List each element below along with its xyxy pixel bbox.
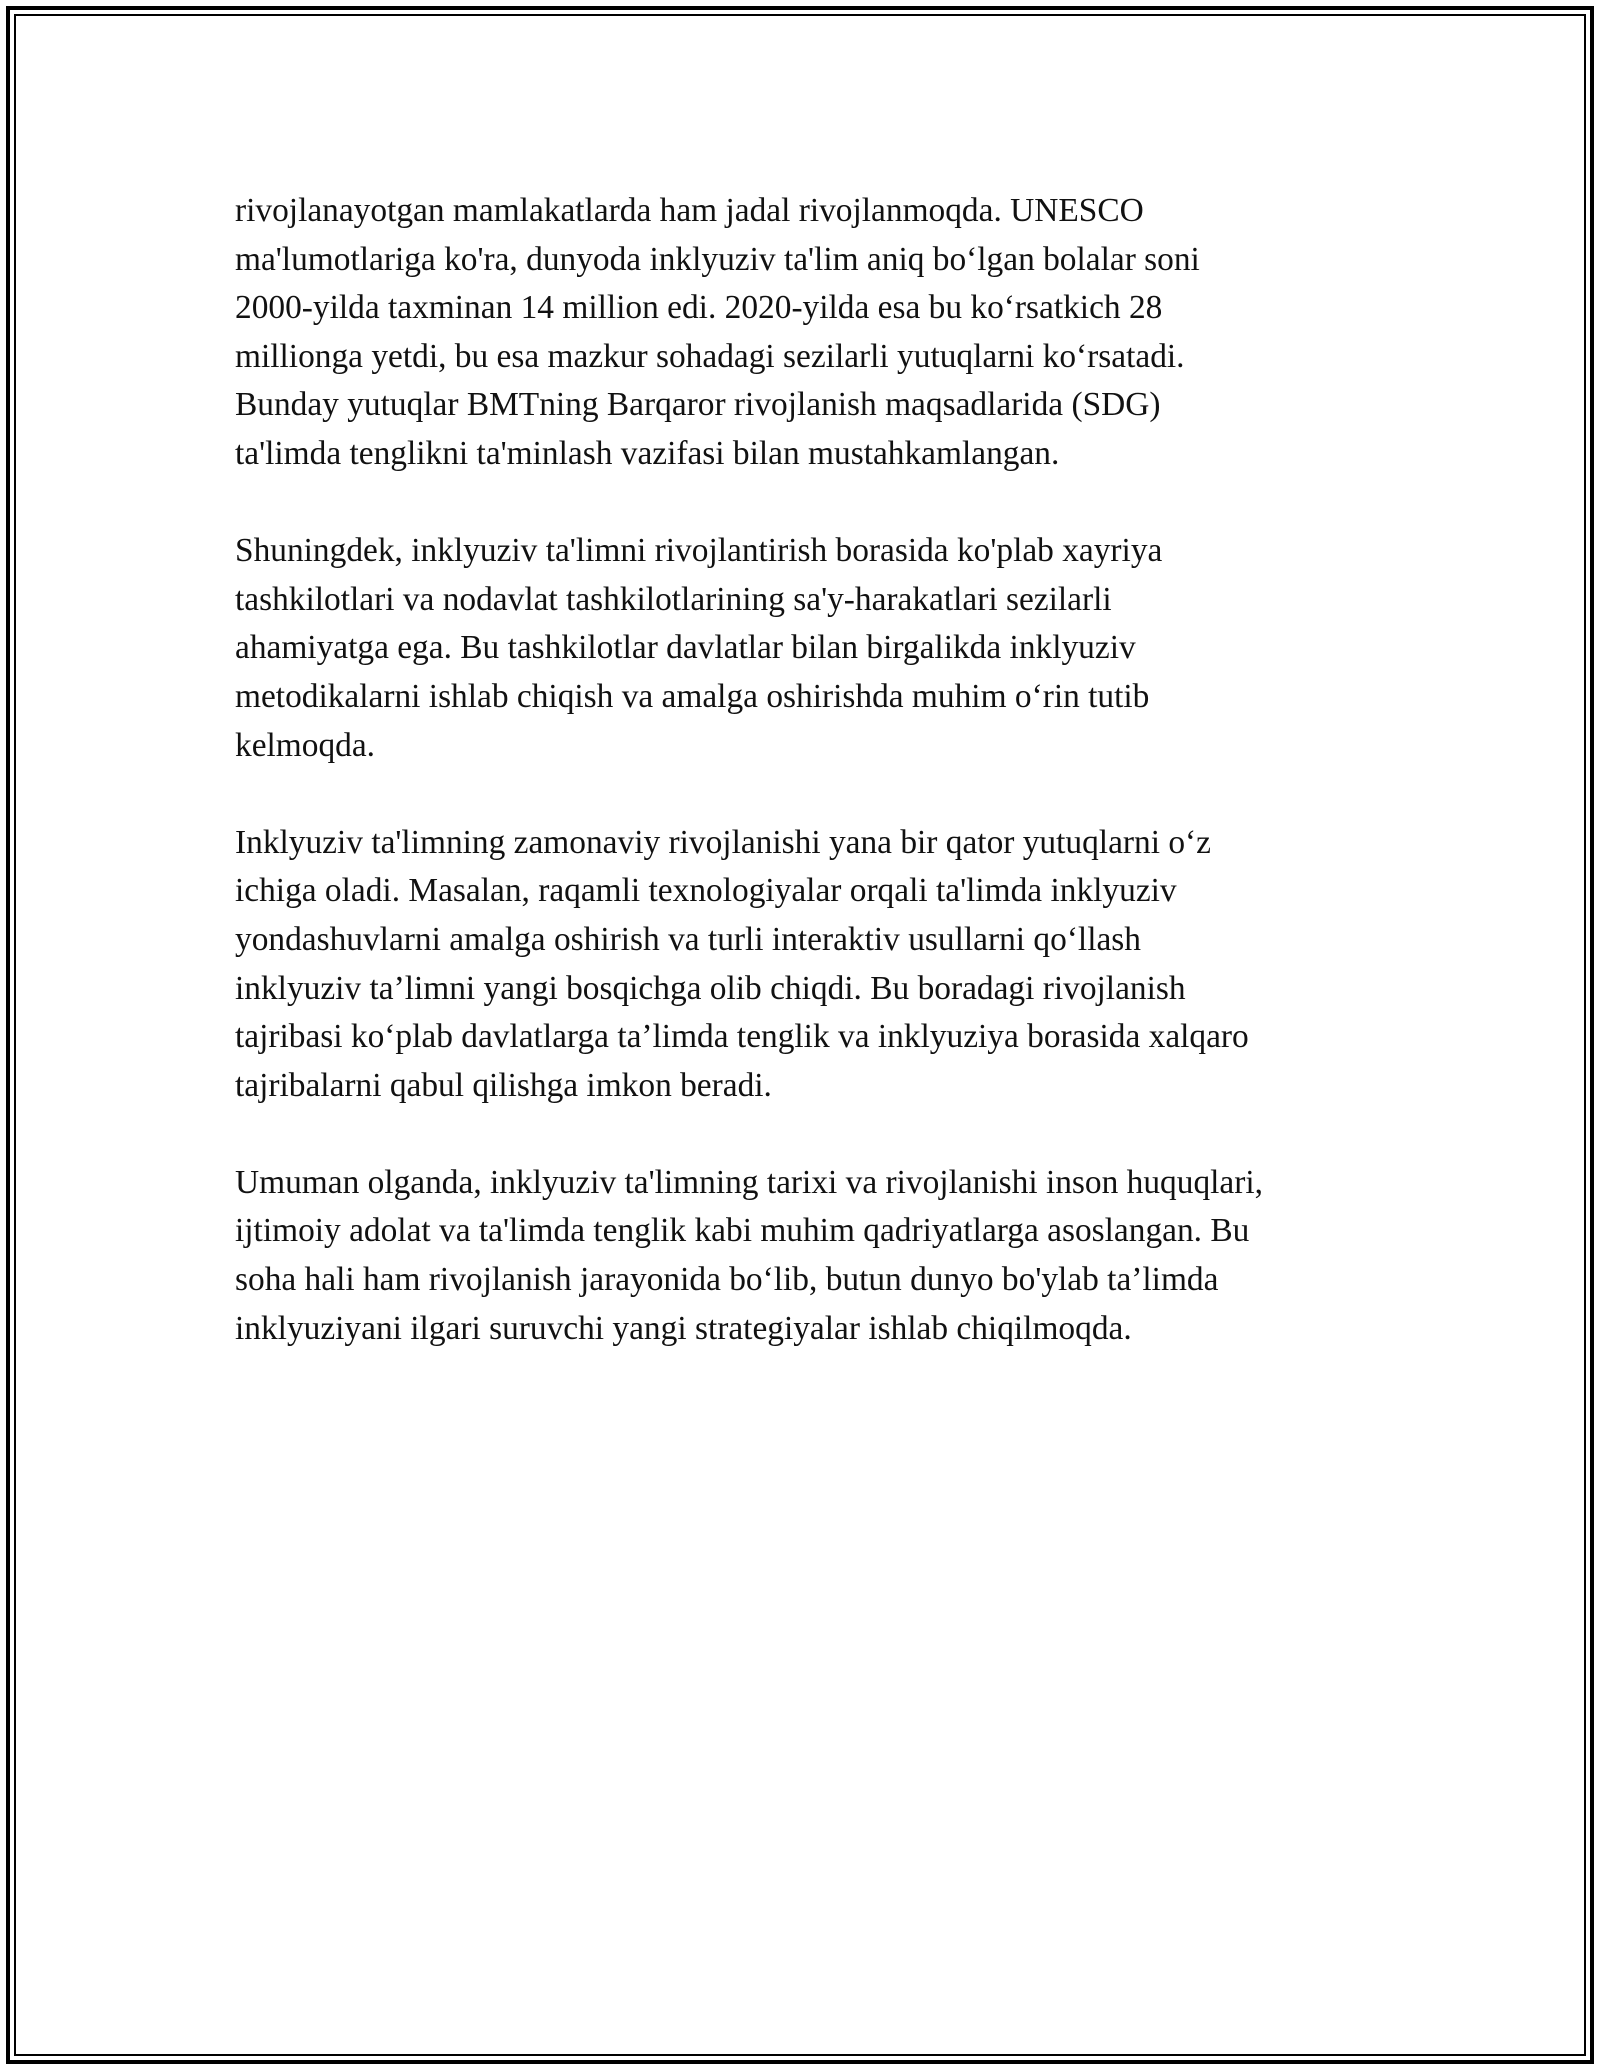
paragraph-modern-development (235, 819, 1370, 1111)
text-line: millionga yetdi, bu esa mazkur sohadagi sezilarli yutuqlarni ko‘rsatadi. (235, 337, 1185, 375)
paragraph-charity-organizations (235, 527, 1370, 770)
text-line: 2000-yilda taxminan 14 million edi. 2020-yilda esa bu ko‘rsatkich 28 (235, 289, 1163, 327)
text-line: inklyuziv ta’limni yangi bosqichga olib chiqdi. Bu boradagi rivojlanish (235, 969, 1186, 1007)
text-line: Inklyuziv ta'limning zamonaviy rivojlanishi yana bir qator yutuqlarni o‘z (235, 823, 1211, 861)
text-line: ijtimoiy adolat va ta'limda tenglik kabi muhim qadriyatlarga asoslangan. Bu (235, 1212, 1250, 1250)
text-line: metodikalarni ishlab chiqish va amalga oshirishda muhim o‘rin tutib (235, 677, 1150, 715)
text-line: ta'limda tenglikni ta'minlash vazifasi bilan mustahkamlangan. (235, 434, 1060, 472)
paragraph-conclusion (235, 1159, 1370, 1353)
paragraph-unesco-statistics (235, 187, 1370, 479)
text-line: Umuman olganda, inklyuziv ta'limning tarixi va rivojlanishi inson huquqlari, (235, 1163, 1263, 1201)
text-line: Bunday yutuqlar BMTning Barqaror rivojlanish maqsadlarida (SDG) (235, 386, 1161, 424)
text-line: kelmoqda. (235, 726, 376, 764)
text-line: inklyuziyani ilgari suruvchi yangi strategiyalar ishlab chiqilmoqda. (235, 1309, 1132, 1347)
text-line: tajribalarni qabul qilishga imkon beradi. (235, 1066, 772, 1104)
text-line: tajribasi ko‘plab davlatlarga ta’limda tenglik va inklyuziya borasida xalqaro (235, 1018, 1249, 1056)
text-line: Shuningdek, inklyuziv ta'limni rivojlantirish borasida ko'plab xayriya (235, 532, 1163, 570)
text-line: rivojlanayotgan mamlakatlarda ham jadal rivojlanmoqda. UNESCO (235, 192, 1144, 229)
text-line: ahamiyatga ega. Bu tashkilotlar davlatlar bilan birgalikda inklyuziv (235, 629, 1136, 667)
text-line: ichiga oladi. Masalan, raqamli texnologiyalar orqali ta'limda inklyuziv (235, 872, 1177, 910)
text-line: tashkilotlari va nodavlat tashkilotlarining sa'y-harakatlari sezilarli (235, 580, 1112, 618)
document-body (235, 187, 1370, 1402)
text-line: yondashuvlarni amalga oshirish va turli interaktiv usullarni qo‘llash (235, 920, 1141, 958)
text-line: ma'lumotlariga ko'ra, dunyoda inklyuziv ta'lim aniq bo‘lgan bolalar soni (235, 240, 1200, 278)
text-line: soha hali ham rivojlanish jarayonida bo‘lib, butun dunyo bo'ylab ta’limda (235, 1261, 1219, 1299)
